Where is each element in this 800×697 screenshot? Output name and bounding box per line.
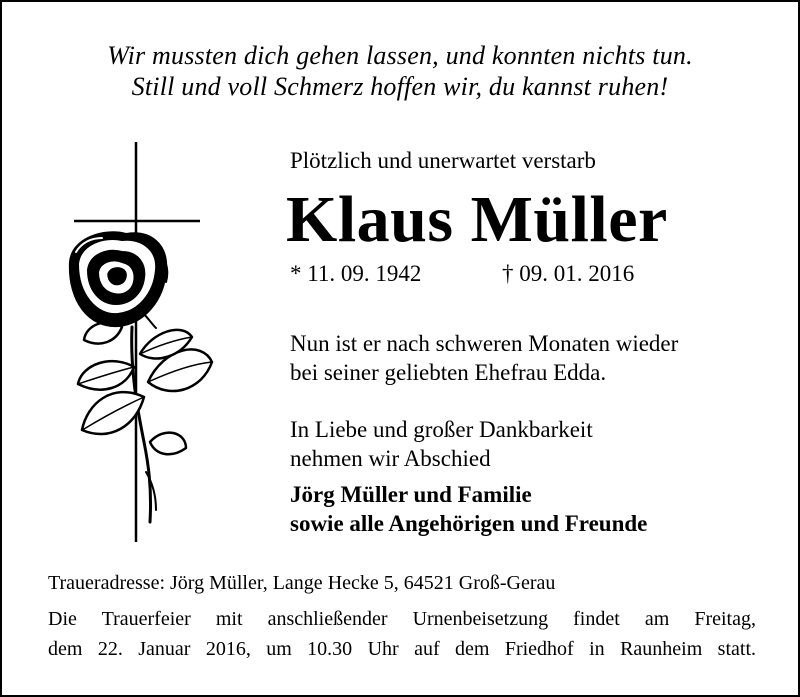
rose-icon bbox=[70, 232, 212, 522]
farewell-paragraph bbox=[290, 415, 593, 473]
death-date: † 09. 01. 2016 bbox=[502, 261, 635, 286]
poem-line: Wir mussten dich gehen lassen, und konnten nichts tun. bbox=[107, 41, 693, 70]
mourners-line: Jörg Müller und Familie bbox=[290, 482, 532, 507]
message-line: bei seiner geliebten Ehefrau Edda. bbox=[290, 360, 607, 385]
poem bbox=[2, 40, 798, 102]
ceremony-details bbox=[48, 604, 756, 664]
mourners-paragraph bbox=[290, 480, 647, 538]
mourning-address: Traueradresse: Jörg Müller, Lange Hecke 5, 64521 Groß-Gerau bbox=[48, 572, 556, 594]
ceremony-line: dem 22. Januar 2016, um 10.30 Uhr auf dem Friedhof in Raunheim statt. bbox=[48, 638, 756, 660]
ceremony-line: Die Trauerfeier mit anschließender Urnenbeisetzung findet am Freitag, bbox=[48, 608, 756, 630]
intro-text: Plötzlich und unerwartet verstarb bbox=[290, 148, 596, 173]
message-paragraph bbox=[290, 329, 678, 387]
poem-line: Still und voll Schmerz hoffen wir, du kannst ruhen! bbox=[131, 72, 669, 101]
message-line: Nun ist er nach schweren Monaten wieder bbox=[290, 331, 679, 356]
cross-and-rose-illustration bbox=[52, 142, 222, 542]
mourners-line: sowie alle Angehörigen und Freunde bbox=[290, 511, 648, 536]
farewell-line: nehmen wir Abschied bbox=[290, 446, 491, 471]
farewell-line: In Liebe und großer Dankbarkeit bbox=[290, 417, 593, 442]
deceased-name: Klaus Müller bbox=[286, 183, 668, 256]
birth-date: * 11. 09. 1942 bbox=[290, 261, 422, 286]
